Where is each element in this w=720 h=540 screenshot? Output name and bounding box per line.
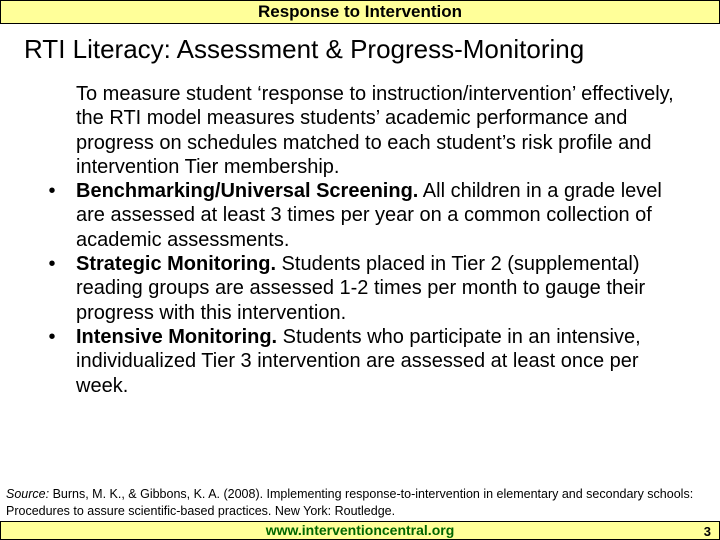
intro-paragraph	[28, 82, 708, 179]
bullet-item	[28, 325, 708, 398]
bullet-term: Benchmarking/Universal Screening.	[76, 180, 419, 203]
bullet-text: Students who participate in an intensive, individualized Tier 3 intervention are assessed at least once per week.	[76, 325, 641, 397]
page-number: 3	[703, 524, 711, 539]
footer-url-link[interactable]: www.interventioncentral.org	[265, 522, 455, 538]
intro-text: To measure student ‘response to instruction/intervention’ effectively, the RTI model measures students’ academic performance and progress on schedules matched to each student’s risk profile and intervention Tier membership.	[76, 83, 674, 178]
source-text: Burns, M. K., & Gibbons, K. A. (2008). Implementing response-to-intervention in elementary and secondary schools: Procedures to assure scientific-based practices. New York: Routledge.	[6, 487, 694, 518]
bullet-item	[28, 252, 708, 325]
bullet-term: Strategic Monitoring.	[76, 253, 276, 276]
header-banner	[0, 0, 720, 24]
slide-title: RTI Literacy: Assessment & Progress-Monitoring	[24, 34, 585, 64]
bullet-item	[28, 179, 708, 252]
bullet-dot: •	[48, 253, 56, 276]
bullet-term: Intensive Monitoring.	[76, 325, 278, 348]
footer-bar	[0, 521, 720, 540]
bullet-text: Students placed in Tier 2 (supplemental) reading groups are assessed 1-2 times per month to gauge their progress with this intervention.	[76, 253, 646, 324]
header-banner-text: Response to Intervention	[257, 2, 463, 21]
source-citation	[6, 486, 706, 520]
bullet-text: All children in a grade level are assessed at least 3 times per year on a common collection of academic assessments.	[76, 180, 662, 251]
source-label: Source:	[6, 487, 50, 501]
bullet-dot: •	[48, 325, 56, 348]
bullet-dot: •	[48, 180, 56, 203]
slide-body	[28, 82, 708, 398]
